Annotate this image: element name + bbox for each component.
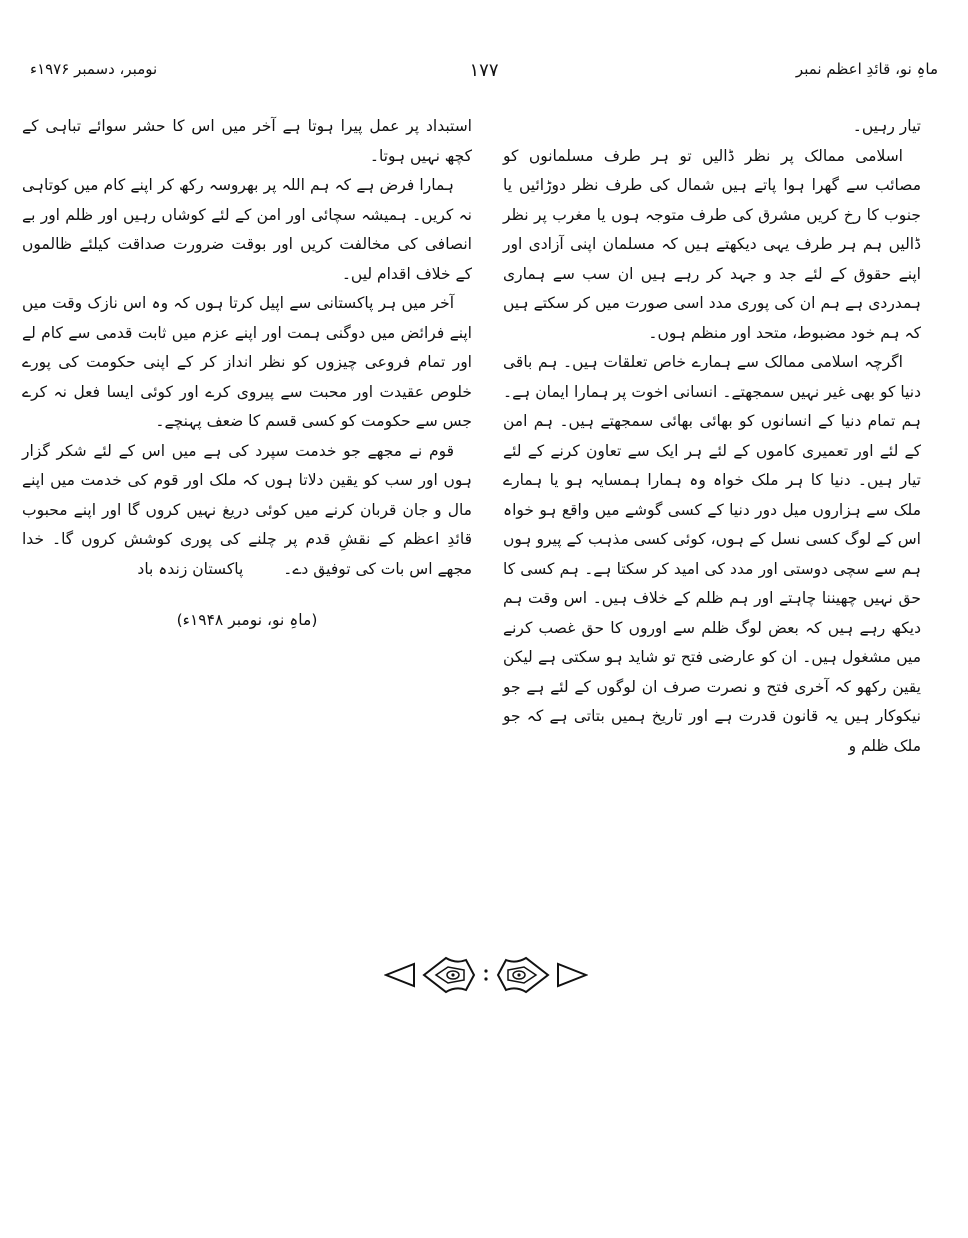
paragraph: آخر میں ہر پاکستانی سے اپیل کرتا ہوں کہ وہ اس نازک وقت میں اپنے فرائض میں دوگنی ہمت اور اپنے عزم میں ثابت قدمی سے کام لے اور تمام فروعی چیزوں کو نظر انداز کر کے اپنی حکومت کی پورے خلوص عقیدت اور محبت سے پیروی کرے اور کوئی ایسا فعل نہ کرے جس سے حکومت کو کسی قسم کا ضعف پہنچے۔ (22, 294, 472, 430)
paragraph: اگرچہ اسلامی ممالک سے ہمارے خاص تعلقات ہیں۔ ہم باقی دنیا کو بھی غیر نہیں سمجھتے۔ انسانی اخوت پر ہمارا ایمان ہے۔ ہم تمام دنیا کے انسانوں کو بھائی بھائی سمجھتے ہیں۔ ہم امن کے لئے اور تعمیری کاموں کے لئے ہر ایک سے تعاون کرنے کے لئے تیار ہیں۔ دنیا کا ہر ملک خواہ وہ ہمارا ہمسایہ ہو یا ہمارے ملک سے ہزاروں میل دور دنیا کے کسی گوشے میں واقع ہو خواہ اس کے لوگ کسی نسل کے ہوں، کوئی کسی مذہب کے پیرو ہوں ہم سے سچی دوستی اور مدد کی امید کر سکتا ہے۔ ہم کسی کا حق نہیں چھیننا چاہتے اور ہم ظلم کے خلاف ہیں۔ اس وقت ہم دیکھ رہے ہیں کہ بعض لوگ ظلم سے اوروں کا حق غصب کرنے میں مشغول ہیں۔ ان کو عارضی فتح تو شاید ہو سکتی ہے لیکن یقین رکھو کہ آخری فتح و نصرت صرف ان لوگوں کے لئے ہے جو نیکوکار ہیں یہ قانون قدرت ہے اور تاریخ ہمیں بتاتی ہے کہ جو ملک ظلم و (503, 353, 921, 755)
source-date: (ماہِ نو، نومبر ۱۹۴۸ء) (176, 611, 318, 629)
page-header (30, 60, 938, 90)
paragraph (22, 437, 472, 585)
left-column (22, 112, 472, 636)
paragraph: اسلامی ممالک پر نظر ڈالیں تو ہر طرف مسلمانوں کو مصائب سے گھرا ہوا پاتے ہیں شمال کی طرف نظر دوڑائیں یا جنوب کا رخ کریں مشرق کی طرف متوجہ ہوں یا مغرب پر نظر ڈالیں ہم ہر طرف یہی دیکھتے ہیں کہ مسلمان اپنی آزادی اور اپنے حقوق کے لئے جد و جہد کر رہے ہیں ان سب سے ہماری ہمدردی ہے ہم ان کی پوری مدد اسی صورت میں کر سکتے ہیں کہ ہم خود مضبوط، متحد اور منظم ہوں۔ (503, 146, 921, 342)
right-column (503, 112, 921, 761)
closing-text: قوم نے مجھے جو خدمت سپرد کی ہے میں اس کے لئے شکر گزار ہوں اور سب کو یقین دلاتا ہوں کہ ملک اور قوم کی خدمت میں اپنے مال و جان قربان کرنے میں کوئی دریغ نہیں کروں گا اور اپنے محبوب قائدِ اعظم کے نقشِ قدم پر چلنے کی پوری کوشش کروں گا۔ خدا مجھے اس بات کی توفیق دے۔ (22, 441, 472, 578)
paragraph: تیار رہیں۔ (852, 117, 921, 135)
slogan: پاکستان زندہ باد (137, 559, 244, 578)
magazine-title: ماہِ نو، قائدِ اعظم نمبر (795, 60, 938, 78)
decorative-ornament (384, 950, 588, 1000)
paragraph: استبداد پر عمل پیرا ہوتا ہے آخر میں اس کا حشر سوائے تباہی کے کچھ نہیں ہوتا۔ (22, 117, 472, 165)
page-number: ١٧٧ (469, 60, 499, 81)
paragraph: ہمارا فرض ہے کہ ہم اللہ پر بھروسہ رکھ کر اپنے کام میں کوتاہی نہ کریں۔ ہمیشہ سچائی اور امن کے لئے کوشاں رہیں اور ظلم اور بے انصافی کی مخالفت کریں اور بوقت ضرورت صداقت کیلئے ظالموں کے خلاف اقدام لیں۔ (22, 176, 472, 283)
issue-date: نومبر، دسمبر ۱۹۷۶ء (30, 60, 158, 78)
